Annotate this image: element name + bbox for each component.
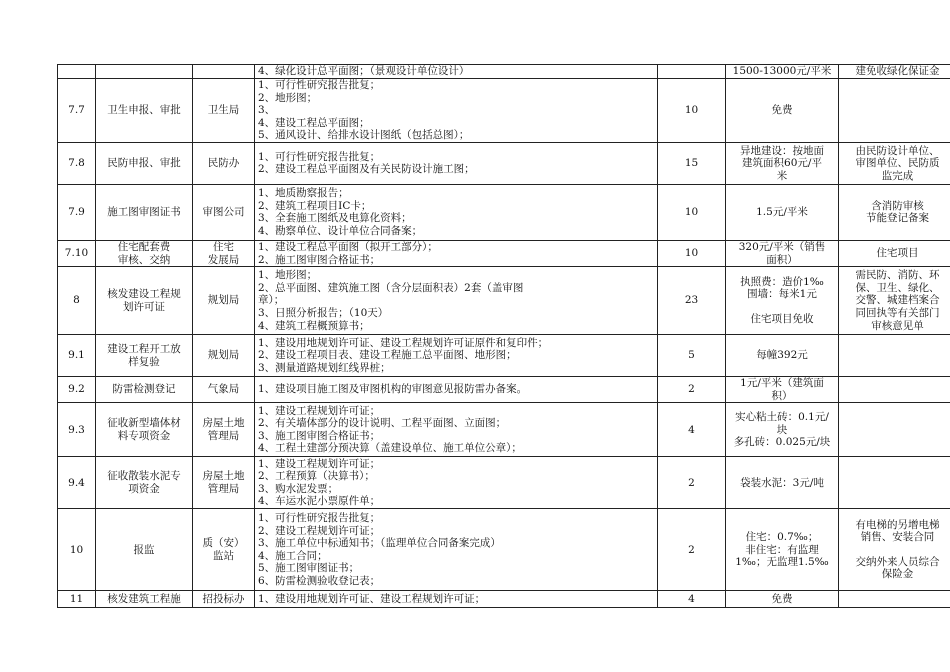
table-row [58,335,950,377]
fee-standard-line [729,301,835,313]
processing-days-cell [658,184,726,240]
row-number-cell [58,403,96,457]
item-name-cell [96,79,193,143]
required-materials-line: 1、建设工程总平面图（拟开工部分）； [258,240,438,253]
row-number-cell [58,79,96,143]
fee-standard-line: 320元/平米（销售 [738,240,826,253]
item-name-line: 项资金 [128,482,160,495]
required-materials-cell [255,335,658,377]
department-line: 质（安） [202,537,245,550]
fee-standard-line: 1元/平米（建筑面 [740,377,824,390]
fee-standard-line: 每幢392元 [756,349,808,362]
fee-standard-line: 袋装水泥：3元/吨 [740,476,824,489]
item-name-line: 住宅配套费 [117,240,171,253]
processing-days: 10 [684,104,699,117]
item-name-line: 核发建设工程规 [107,288,181,301]
row-number-cell [58,142,96,184]
required-materials-cell [255,79,658,143]
remarks-cell [839,79,950,143]
item-name-line: 征收新型墙体材 [107,417,181,430]
required-materials-line: 2、建设工程总平面图及有关民防设计施工图； [258,163,475,176]
required-materials-line: 章）； [258,294,285,307]
remarks-line: 含消防审核 [871,199,924,212]
row-number: 7.10 [64,247,89,260]
processing-days: 2 [688,383,695,396]
remarks-line: 交警、城建档案合 [855,294,940,307]
fee-standard-cell [726,509,839,591]
item-name-cell [96,403,193,457]
fee-standard-cell [726,335,839,377]
approval-procedure-table [57,64,950,608]
department-line: 民防办 [207,157,240,170]
fee-standard-cell [726,240,839,266]
remarks-cell [839,142,950,184]
row-number-cell [58,267,96,335]
required-materials-cell [255,65,658,79]
department-line: 房屋土地 [202,470,245,483]
department-cell [193,240,255,266]
remarks-line: 审核意见单 [871,319,924,332]
row-number-cell [58,457,96,509]
table-row [58,377,950,403]
processing-days: 4 [688,423,695,436]
required-materials-cell [255,377,658,403]
required-materials-cell [255,240,658,266]
required-materials-line: 2、地形图； [258,91,318,104]
required-materials-line: 3、购水泥发票； [258,482,339,495]
table-row [58,267,950,335]
item-name-cell [96,184,193,240]
row-number: 9.4 [68,476,85,489]
item-name-line: 审核、交纳 [117,253,171,266]
table-row [58,509,950,591]
required-materials-line: 1、地质勘察报告； [258,187,349,200]
department-cell [193,335,255,377]
fee-standard-line: 免费 [771,104,793,117]
processing-days-cell [658,267,726,335]
processing-days-cell [658,403,726,457]
remarks-line: 建免收绿化保证金 [855,65,940,78]
required-materials-line: 4、建筑工程概预算书； [258,319,370,332]
department-cell [193,591,255,608]
item-name-cell [96,457,193,509]
remarks-cell [839,240,950,266]
processing-days-cell [658,65,726,79]
processing-days: 23 [684,294,699,307]
fee-standard-line: 执照费：造价1‰ [740,275,824,288]
remarks-line: 同回执等有关部门 [855,306,940,319]
department-line: 管理局 [207,429,240,442]
department-cell [193,79,255,143]
processing-days-cell [658,335,726,377]
fee-standard-line: 1.5元/平米 [756,206,808,219]
processing-days: 2 [688,543,695,556]
row-number: 11 [69,593,84,606]
remarks-line: 监完成 [881,169,914,182]
fee-standard-cell [726,267,839,335]
item-name-line: 卫生申报、审批 [107,104,181,117]
fee-standard-line: 异地建设：按地面 [740,144,824,157]
item-name-line: 核发建筑工程施 [107,593,181,606]
department-line: 房屋土地 [202,417,245,430]
department-line: 住宅 [213,240,234,253]
required-materials-line: 1、建设工程规划许可证； [258,404,381,417]
row-number: 9.2 [68,383,85,396]
processing-days-cell [658,79,726,143]
required-materials-cell [255,509,658,591]
remarks-cell [839,65,950,79]
processing-days: 10 [684,247,699,260]
row-number-cell [58,335,96,377]
processing-days: 15 [684,157,699,170]
processing-days: 5 [688,349,695,362]
processing-days-cell [658,240,726,266]
remarks-line: 住宅项目 [876,247,919,260]
department-cell [193,184,255,240]
required-materials-line: 3、施工图审图合格证书； [258,429,381,442]
fee-standard-line: 1500-13000元/平米 [732,65,832,78]
department-cell [193,377,255,403]
fee-standard-line: 积） [771,389,793,402]
item-name-line: 报监 [133,543,155,556]
required-materials-cell [255,591,658,608]
row-number: 7.9 [68,206,85,219]
table-row [58,240,950,266]
remarks-line: 交纳外来人员综合 [855,555,940,568]
required-materials-cell [255,267,658,335]
required-materials-line: 6、防雷检测验收登记表； [258,575,381,588]
fee-standard-line: 米 [776,169,788,182]
department-cell [193,403,255,457]
department-line: 招投标办 [202,593,245,606]
department-cell [193,267,255,335]
row-number: 9.3 [68,423,85,436]
fee-standard-line: 建筑面积60元/平 [742,157,822,170]
required-materials-cell [255,457,658,509]
processing-days: 2 [688,476,695,489]
remarks-cell [839,184,950,240]
required-materials-line: 3、测量道路规划红线界桩； [258,361,391,374]
remarks-line: 需民防、消防、环 [855,269,940,282]
item-name-line: 建设工程开工放 [107,343,181,356]
remarks-line: 有电梯的另增电梯 [855,518,940,531]
fee-standard-cell [726,403,839,457]
required-materials-line: 4、建设工程总平面图； [258,116,370,129]
required-materials-line: 1、建设用地规划许可证、建设工程规划许可证原件和复印件； [258,336,549,349]
processing-days-cell [658,142,726,184]
remarks-cell [839,403,950,457]
row-number-cell [58,240,96,266]
table-row [58,591,950,608]
table-row [58,184,950,240]
remarks-cell [839,267,950,335]
row-number: 7.7 [68,104,85,117]
processing-days-cell [658,377,726,403]
fee-standard-cell [726,79,839,143]
required-materials-line: 3、日照分析报告；（10天） [258,306,389,319]
row-number-cell [58,184,96,240]
fee-standard-line: 1‰；无监理1.5‰ [735,556,829,569]
item-name-line: 料专项资金 [117,429,171,442]
remarks-cell [839,335,950,377]
required-materials-cell [255,142,658,184]
department-cell [193,457,255,509]
required-materials-line: 2、建筑工程项目IC卡； [258,199,372,212]
fee-standard-line: 面积） [766,253,798,266]
fee-standard-line: 非住宅：有监理 [745,543,819,556]
table-row [58,403,950,457]
item-name-line: 施工图审图证书 [107,206,181,219]
row-number: 10 [69,543,84,556]
item-name-cell [96,65,193,79]
item-name-cell [96,142,193,184]
department-line: 气象局 [207,383,240,396]
department-cell [193,65,255,79]
table-row [58,142,950,184]
fee-standard-cell [726,184,839,240]
item-name-cell [96,335,193,377]
required-materials-line: 1、可行性研究报告批复； [258,512,381,525]
table-row [58,457,950,509]
row-number-cell [58,509,96,591]
fee-standard-cell [726,142,839,184]
required-materials-line: 2、工程预算（决算书）； [258,470,375,483]
required-materials-line: 2、有关墙体部分的设计说明、工程平面图、立面图； [258,417,507,430]
row-number: 8 [73,294,80,307]
processing-days: 4 [688,593,695,606]
remarks-line: 销售、安装合同 [860,531,935,544]
remarks-line [842,544,950,556]
processing-days: 10 [684,206,699,219]
required-materials-line: 2、总平面图、建筑施工图（含分层面积表）2套（盖审图 [258,281,524,294]
item-name-line: 征收散装水泥专 [107,470,181,483]
remarks-cell [839,377,950,403]
required-materials-cell [255,184,658,240]
table-row [58,79,950,143]
fee-standard-cell [726,591,839,608]
required-materials-line: 1、建设工程规划许可证； [258,457,381,470]
department-line: 管理局 [207,482,240,495]
remarks-cell [839,509,950,591]
item-name-line: 划许可证 [123,300,165,313]
remarks-line: 节能登记备案 [866,212,929,225]
required-materials-line: 3、施工单位中标通知书；（监理单位合同备案完成） [258,537,501,550]
remarks-cell [839,457,950,509]
department-line: 卫生局 [207,104,240,117]
item-name-line: 民防申报、审批 [107,157,181,170]
required-materials-line: 3、全套施工图纸及电算化资料； [258,212,412,225]
required-materials-line: 1、可行性研究报告批复； [258,150,381,163]
item-name-cell [96,591,193,608]
required-materials-line: 4、绿化设计总平面图；（景观设计单位设计） [258,65,470,78]
required-materials-line: 4、车运水泥小票原件单； [258,495,381,508]
remarks-line: 由民防设计单位、 [855,144,940,157]
required-materials-line: 1、可行性研究报告批复； [258,79,381,91]
row-number: 9.1 [68,349,85,362]
item-name-line: 样复验 [128,355,160,368]
processing-days-cell [658,457,726,509]
department-line: 发展局 [207,253,240,266]
fee-standard-line: 块 [776,423,788,436]
department-line: 规划局 [207,294,240,307]
department-line: 审图公司 [202,206,245,219]
fee-standard-line: 住宅项目免收 [750,312,814,325]
required-materials-cell [255,403,658,457]
department-cell [193,509,255,591]
required-materials-line: 3、 [258,104,276,117]
table-row [58,65,950,79]
row-number-cell [58,65,96,79]
department-line: 监站 [213,549,234,562]
department-cell [193,142,255,184]
fee-standard-cell [726,377,839,403]
required-materials-line: 1、建设用地规划许可证、建设工程规划许可证； [258,593,486,606]
remarks-line: 保、卫生、绿化、 [855,281,940,294]
processing-days-cell [658,509,726,591]
required-materials-line: 2、建设工程项目表、建设工程施工总平面图、地形图； [258,349,517,362]
required-materials-line: 4、勘察单位、设计单位合同备案； [258,225,423,238]
required-materials-line: 5、通风设计、给排水设计图纸（包括总图）； [258,129,470,142]
row-number-cell [58,377,96,403]
processing-days-cell [658,591,726,608]
required-materials-line: 4、工程土建部分预决算（盖建设单位、施工单位公章）； [258,442,522,455]
remarks-line: 审图单位、民防质 [855,157,940,170]
fee-standard-cell [726,457,839,509]
fee-standard-line: 多孔砖：0.025元/块 [733,436,831,449]
row-number-cell [58,591,96,608]
item-name-cell [96,509,193,591]
required-materials-line: 4、施工合同； [258,549,328,562]
fee-standard-line: 免费 [771,593,793,606]
remarks-cell [839,591,950,608]
remarks-line: 保险金 [881,568,914,581]
fee-standard-line: 围墙：每米1元 [747,288,817,301]
fee-standard-line: 实心粘土砖：0.1元/ [735,410,829,423]
item-name-line: 防雷检测登记 [112,383,176,396]
required-materials-line: 5、施工图审图证书； [258,562,360,575]
required-materials-line: 2、施工图审图合格证书； [258,253,381,266]
item-name-cell [96,267,193,335]
fee-standard-cell [726,65,839,79]
department-line: 规划局 [207,349,240,362]
item-name-cell [96,377,193,403]
required-materials-line: 1、地形图； [258,269,318,282]
fee-standard-line: 住宅：0.7‰； [745,530,819,543]
item-name-cell [96,240,193,266]
row-number: 7.8 [68,157,85,170]
required-materials-line: 1、建设项目施工图及审图机构的审图意见报防雷办备案。 [258,383,528,396]
required-materials-line: 2、建设工程规划许可证； [258,524,381,537]
